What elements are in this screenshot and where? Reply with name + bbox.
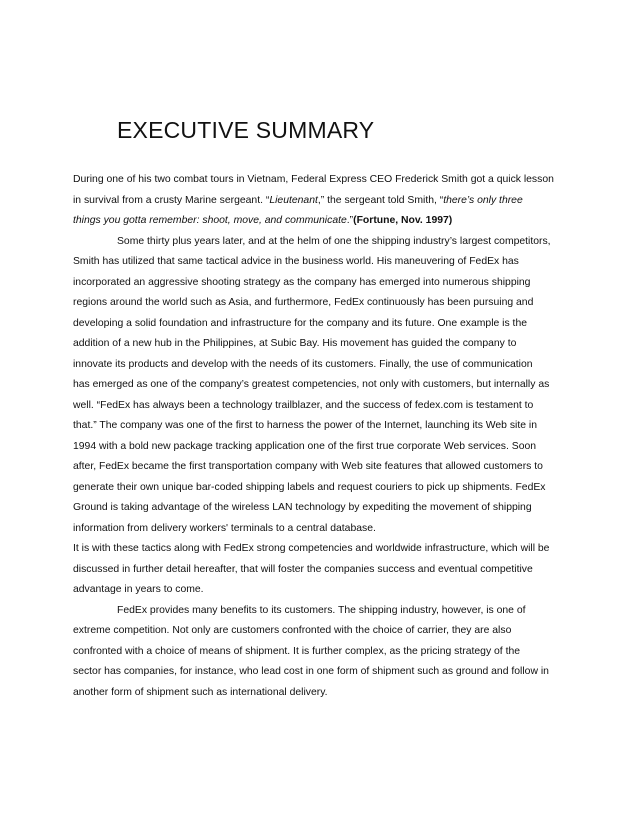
text-line	[73, 437, 573, 458]
text-line	[73, 375, 573, 396]
text-line	[73, 355, 573, 376]
text-line	[73, 293, 573, 314]
text-line	[73, 498, 573, 519]
page-title: EXECUTIVE SUMMARY	[117, 117, 375, 143]
text-run: has emerged as one of the company’s greatest competencies, not only with customers, but internally as	[73, 379, 550, 390]
text-run: developing a solid foundation and infrastructure for the company and its future. One example is the	[73, 317, 527, 329]
text-line	[73, 252, 573, 273]
text-run: in survival from a crusty Marine sergeant. “	[73, 194, 270, 206]
text-line	[73, 170, 573, 191]
text-run: innovate its products and develop with the needs of its customers. Finally, the use of communication	[73, 358, 533, 370]
text-run: During one of his two combat tours in Vietnam, Federal Express CEO Frederick Smith got a quick lesson	[73, 174, 554, 185]
text-run: well. “FedEx has always been a technology trailblazer, and the success of fedex.com is testament to	[73, 399, 534, 411]
text-run: FedEx provides many benefits to its customers. The shipping industry, however, is one of	[117, 604, 526, 616]
text-line	[73, 580, 573, 601]
text-run: 1994 with a bold new package tracking application one of the first true corporate Web services. Soon	[73, 440, 537, 452]
text-line	[73, 191, 573, 212]
text-line	[73, 683, 573, 704]
text-run: discussed in further detail hereafter, that will foster the companies success and eventual competitive	[73, 563, 533, 575]
text-line	[73, 334, 573, 355]
text-run: .”	[346, 215, 354, 226]
text-line	[73, 478, 573, 499]
text-line	[73, 519, 573, 540]
text-line	[73, 314, 573, 335]
document-body	[73, 170, 573, 703]
text-line	[73, 211, 573, 232]
text-line	[73, 232, 573, 253]
text-run: after, FedEx became the first transportation company with Web site features that allowed customers to	[73, 461, 543, 472]
text-line	[73, 416, 573, 437]
text-run: sector has companies, for instance, who lead cost in one form of shipment such as ground and follow in	[73, 666, 549, 677]
text-run: advantage in years to come.	[73, 584, 204, 595]
text-run: It is with these tactics along with FedEx strong competencies and worldwide infrastructure, which will be	[73, 543, 550, 554]
text-run: information from delivery workers' terminals to a central database.	[73, 522, 376, 534]
text-line	[73, 621, 573, 642]
text-run: (Fortune, Nov. 1997)	[353, 215, 453, 226]
text-line	[73, 642, 573, 663]
text-run: Ground is taking advantage of the wireless LAN technology by expediting the movement of shipping	[73, 502, 532, 513]
text-run: addition of a new hub in the Philippines, at Subic Bay. His movement has guided the company to	[73, 338, 517, 349]
text-run: ,” the sergeant told Smith, “	[317, 194, 444, 206]
text-run: extreme competition. Not only are customers confronted with the choice of carrier, they are also	[73, 625, 512, 636]
text-run: Lieutenant	[269, 194, 318, 206]
text-run: Some thirty plus years later, and at the helm of one the shipping industry’s largest competitors,	[117, 235, 551, 247]
text-run: generate their own unique bar-coded shipping labels and request couriers to pick up shipments. FedEx	[73, 481, 546, 493]
text-line	[73, 273, 573, 294]
text-line	[73, 539, 573, 560]
text-line	[73, 396, 573, 417]
text-run: that.” The company was one of the first to harness the power of the Internet, launching its Web site in	[73, 420, 537, 431]
text-run: things you gotta remember: shoot, move, and communicate	[73, 215, 347, 226]
text-line	[73, 662, 573, 683]
text-line	[73, 560, 573, 581]
text-run: there’s only three	[443, 194, 523, 206]
text-run: Smith has utilized that same tactical advice in the business world. His maneuvering of FedEx has	[73, 256, 519, 267]
text-line	[73, 457, 573, 478]
text-run: another form of shipment such as international delivery.	[73, 686, 328, 698]
text-run: incorporated an aggressive shooting strategy as the company has emerged into numerous shipping	[73, 276, 531, 288]
text-line	[73, 601, 573, 622]
text-run: regions around the world such as Asia, and furthermore, FedEx continuously has been pursuing and	[73, 297, 534, 308]
text-run: confronted with a choice of means of shipment. It is further complex, as the pricing strategy of the	[73, 645, 521, 657]
